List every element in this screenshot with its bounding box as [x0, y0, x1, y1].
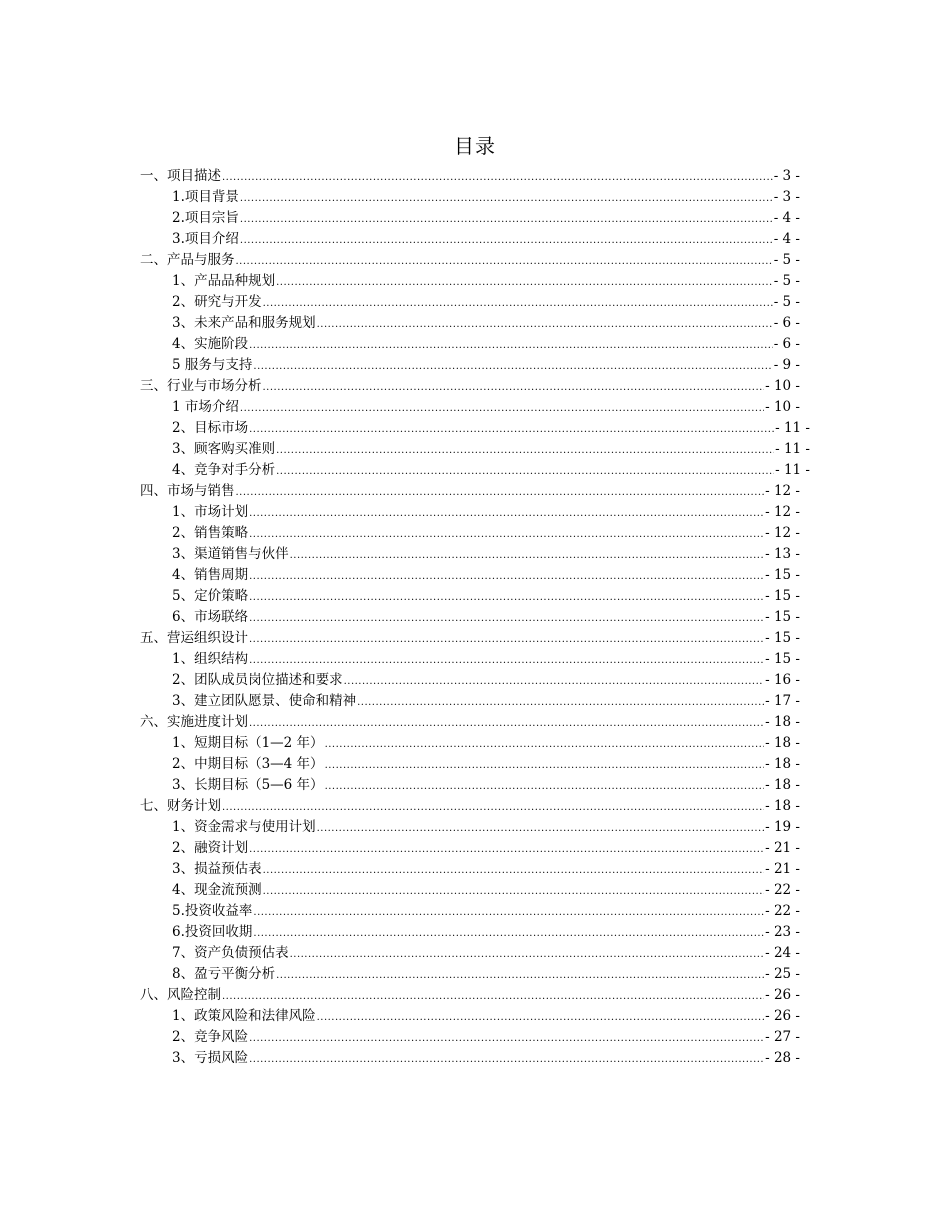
toc-chapter-entry[interactable]	[0, 481, 800, 502]
toc-page-number: - 18 -	[765, 735, 800, 751]
toc-page-number: - 5 -	[773, 294, 800, 310]
toc-dot-leader	[253, 923, 764, 944]
toc-dot-leader	[253, 356, 772, 377]
toc-section-entry[interactable]	[0, 397, 800, 418]
toc-entry-label: 5、定价策略	[172, 588, 249, 604]
toc-page-number: - 13 -	[765, 546, 800, 562]
toc-dot-leader	[276, 440, 774, 461]
toc-entry-label: 2、竞争风险	[172, 1029, 249, 1045]
toc-dot-leader	[249, 839, 764, 860]
toc-dot-leader	[290, 944, 765, 965]
toc-entry-label: 1、资金需求与使用计划	[172, 819, 316, 835]
toc-section-entry[interactable]	[0, 1027, 800, 1048]
toc-chapter-entry[interactable]	[0, 796, 800, 817]
toc-dot-leader	[240, 209, 773, 230]
toc-chapter-entry[interactable]	[0, 376, 800, 397]
toc-entry-label: 2、目标市场	[172, 420, 249, 436]
toc-entry-label: 4、销售周期	[172, 567, 249, 583]
toc-dot-leader	[317, 1007, 765, 1028]
toc-page-number: - 4 -	[773, 210, 800, 226]
toc-page-number: - 5 -	[773, 273, 800, 289]
toc-section-entry[interactable]	[0, 901, 800, 922]
toc-section-entry[interactable]	[0, 355, 800, 376]
toc-dot-leader	[249, 650, 764, 671]
toc-page-number: - 19 -	[765, 819, 800, 835]
toc-dot-leader	[317, 314, 773, 335]
toc-dot-leader	[263, 293, 773, 314]
toc-section-entry[interactable]	[0, 754, 800, 775]
toc-chapter-entry[interactable]	[0, 166, 800, 187]
toc-section-entry[interactable]	[0, 565, 800, 586]
toc-entry-label: 4、现金流预测	[172, 882, 262, 898]
toc-section-entry[interactable]	[0, 691, 800, 712]
toc-entry-label: 五、营运组织设计	[140, 630, 248, 646]
toc-page-number: - 26 -	[765, 987, 800, 1003]
toc-dot-leader	[249, 608, 764, 629]
toc-page-number: - 18 -	[765, 756, 800, 772]
toc-entry-label: 二、产品与服务	[140, 252, 235, 268]
toc-section-entry[interactable]	[0, 922, 800, 943]
toc-section-entry[interactable]	[0, 334, 800, 355]
toc-entry-label: 1.项目背景	[172, 189, 239, 205]
toc-entry-label: 1、短期目标（1—2 年）	[172, 735, 324, 751]
toc-entry-label: 3、顾客购买准则	[172, 441, 276, 457]
toc-page-number: - 15 -	[765, 588, 800, 604]
toc-entry-label: 1、产品品种规划	[172, 273, 276, 289]
toc-page-number: - 27 -	[765, 1029, 800, 1045]
toc-entry-label: 4、竞争对手分析	[172, 462, 276, 478]
toc-page-number: - 12 -	[765, 483, 800, 499]
toc-entry-label: 5 服务与支持	[172, 357, 253, 373]
toc-entry-label: 5.投资收益率	[172, 903, 253, 919]
toc-entry-label: 三、行业与市场分析	[140, 378, 262, 394]
toc-page-number: - 6 -	[773, 336, 800, 352]
toc-entry-label: 2、研究与开发	[172, 294, 262, 310]
toc-section-entry[interactable]	[0, 1006, 800, 1027]
toc-entry-label: 7、资产负债预估表	[172, 945, 289, 961]
toc-dot-leader	[325, 776, 765, 797]
toc-entry-label: 3、损益预估表	[172, 861, 262, 877]
toc-page-number: - 10 -	[765, 399, 800, 415]
toc-dot-leader	[236, 482, 765, 503]
toc-section-entry[interactable]	[0, 964, 800, 985]
toc-dot-leader	[325, 734, 765, 755]
toc-section-entry[interactable]	[0, 733, 800, 754]
toc-section-entry[interactable]	[0, 817, 800, 838]
toc-page-number: - 4 -	[773, 231, 800, 247]
toc-entry-label: 八、风险控制	[140, 987, 221, 1003]
toc-dot-leader	[290, 545, 765, 566]
toc-entry-label: 3、建立团队愿景、使命和精神	[172, 693, 357, 709]
toc-dot-leader	[263, 377, 765, 398]
toc-entry-label: 4、实施阶段	[172, 336, 249, 352]
toc-entry-label: 六、实施进度计划	[140, 714, 248, 730]
toc-chapter-entry[interactable]	[0, 250, 800, 271]
toc-page-number: - 26 -	[765, 1008, 800, 1024]
toc-list	[0, 166, 950, 1069]
toc-page-number: - 18 -	[765, 714, 800, 730]
toc-section-entry[interactable]	[0, 187, 800, 208]
toc-page-number: - 15 -	[765, 630, 800, 646]
toc-section-entry[interactable]	[0, 1048, 800, 1069]
toc-entry-label: 1、政策风险和法律风险	[172, 1008, 316, 1024]
toc-entry-label: 七、财务计划	[140, 798, 221, 814]
toc-section-entry[interactable]	[0, 523, 800, 544]
toc-page-number: - 25 -	[765, 966, 800, 982]
toc-entry-label: 8、盈亏平衡分析	[172, 966, 276, 982]
toc-section-entry[interactable]	[0, 943, 800, 964]
toc-dot-leader	[249, 587, 764, 608]
toc-section-entry[interactable]	[0, 439, 810, 460]
toc-dot-leader	[240, 188, 773, 209]
toc-entry-label: 1 市场介绍	[172, 399, 239, 415]
toc-entry-label: 3、亏损风险	[172, 1050, 249, 1066]
toc-section-entry[interactable]	[0, 649, 800, 670]
toc-entry-label: 3、长期目标（5—6 年）	[172, 777, 324, 793]
toc-dot-leader	[357, 692, 764, 713]
toc-section-entry[interactable]	[0, 670, 800, 691]
toc-dot-leader	[263, 860, 765, 881]
toc-page-number: - 22 -	[765, 903, 800, 919]
toc-page-number: - 11 -	[775, 420, 810, 436]
toc-dot-leader	[317, 818, 765, 839]
toc-page-number: - 21 -	[765, 840, 800, 856]
toc-dot-leader	[249, 419, 774, 440]
toc-entry-label: 3、渠道销售与伙伴	[172, 546, 289, 562]
toc-entry-label: 2.项目宗旨	[172, 210, 239, 226]
toc-dot-leader	[249, 335, 773, 356]
toc-dot-leader	[263, 881, 765, 902]
toc-entry-label: 2、团队成员岗位描述和要求	[172, 672, 343, 688]
toc-page-number: - 15 -	[765, 567, 800, 583]
toc-dot-leader	[249, 1028, 764, 1049]
toc-entry-label: 一、项目描述	[140, 168, 221, 184]
toc-chapter-entry[interactable]	[0, 628, 800, 649]
toc-section-entry[interactable]	[0, 292, 800, 313]
toc-dot-leader	[276, 272, 773, 293]
toc-section-entry[interactable]	[0, 418, 810, 439]
toc-page-number: - 17 -	[765, 693, 800, 709]
toc-dot-leader	[249, 1049, 764, 1070]
toc-dot-leader	[222, 797, 764, 818]
toc-page-number: - 24 -	[765, 945, 800, 961]
toc-entry-label: 6、市场联络	[172, 609, 249, 625]
toc-dot-leader	[240, 230, 773, 251]
toc-dot-leader	[222, 167, 773, 188]
toc-page-number: - 6 -	[773, 315, 800, 331]
toc-page-number: - 16 -	[765, 672, 800, 688]
toc-section-entry[interactable]	[0, 775, 800, 796]
toc-page-number: - 5 -	[773, 252, 800, 268]
toc-dot-leader	[240, 398, 764, 419]
toc-page-number: - 15 -	[765, 651, 800, 667]
toc-page-number: - 3 -	[773, 189, 800, 205]
toc-page-number: - 22 -	[765, 882, 800, 898]
toc-section-entry[interactable]	[0, 229, 800, 250]
toc-page-number: - 12 -	[765, 525, 800, 541]
toc-entry-label: 6.投资回收期	[172, 924, 253, 940]
toc-dot-leader	[249, 629, 764, 650]
toc-dot-leader	[325, 755, 765, 776]
toc-section-entry[interactable]	[0, 313, 800, 334]
toc-page-number: - 18 -	[765, 798, 800, 814]
toc-dot-leader	[276, 461, 774, 482]
toc-page-number: - 12 -	[765, 504, 800, 520]
toc-page-number: - 11 -	[775, 462, 810, 478]
toc-entry-label: 2、融资计划	[172, 840, 249, 856]
toc-dot-leader	[236, 251, 773, 272]
toc-section-entry[interactable]	[0, 502, 800, 523]
toc-dot-leader	[253, 902, 764, 923]
toc-section-entry[interactable]	[0, 880, 800, 901]
toc-entry-label: 3.项目介绍	[172, 231, 239, 247]
toc-page-number: - 15 -	[765, 609, 800, 625]
toc-entry-label: 3、未来产品和服务规划	[172, 315, 316, 331]
toc-page-number: - 28 -	[765, 1050, 800, 1066]
toc-page-number: - 18 -	[765, 777, 800, 793]
toc-page-number: - 3 -	[773, 168, 800, 184]
toc-entry-label: 四、市场与销售	[140, 483, 235, 499]
toc-section-entry[interactable]	[0, 271, 800, 292]
toc-section-entry[interactable]	[0, 859, 800, 880]
toc-dot-leader	[222, 986, 764, 1007]
toc-page-number: - 9 -	[773, 357, 800, 373]
toc-section-entry[interactable]	[0, 544, 800, 565]
toc-dot-leader	[249, 566, 764, 587]
toc-dot-leader	[249, 524, 764, 545]
toc-dot-leader	[344, 671, 765, 692]
toc-title: 目录	[454, 134, 496, 158]
toc-section-entry[interactable]	[0, 586, 800, 607]
toc-section-entry[interactable]	[0, 838, 800, 859]
toc-section-entry[interactable]	[0, 460, 810, 481]
toc-dot-leader	[276, 965, 764, 986]
toc-page-number: - 11 -	[775, 441, 810, 457]
toc-section-entry[interactable]	[0, 607, 800, 628]
toc-chapter-entry[interactable]	[0, 712, 800, 733]
toc-chapter-entry[interactable]	[0, 985, 800, 1006]
toc-entry-label: 1、组织结构	[172, 651, 249, 667]
toc-page-number: - 21 -	[765, 861, 800, 877]
toc-page-number: - 10 -	[765, 378, 800, 394]
toc-page-number: - 23 -	[765, 924, 800, 940]
toc-entry-label: 1、市场计划	[172, 504, 249, 520]
toc-section-entry[interactable]	[0, 208, 800, 229]
toc-dot-leader	[249, 713, 764, 734]
toc-entry-label: 2、中期目标（3—4 年）	[172, 756, 324, 772]
toc-entry-label: 2、销售策略	[172, 525, 249, 541]
toc-dot-leader	[249, 503, 764, 524]
